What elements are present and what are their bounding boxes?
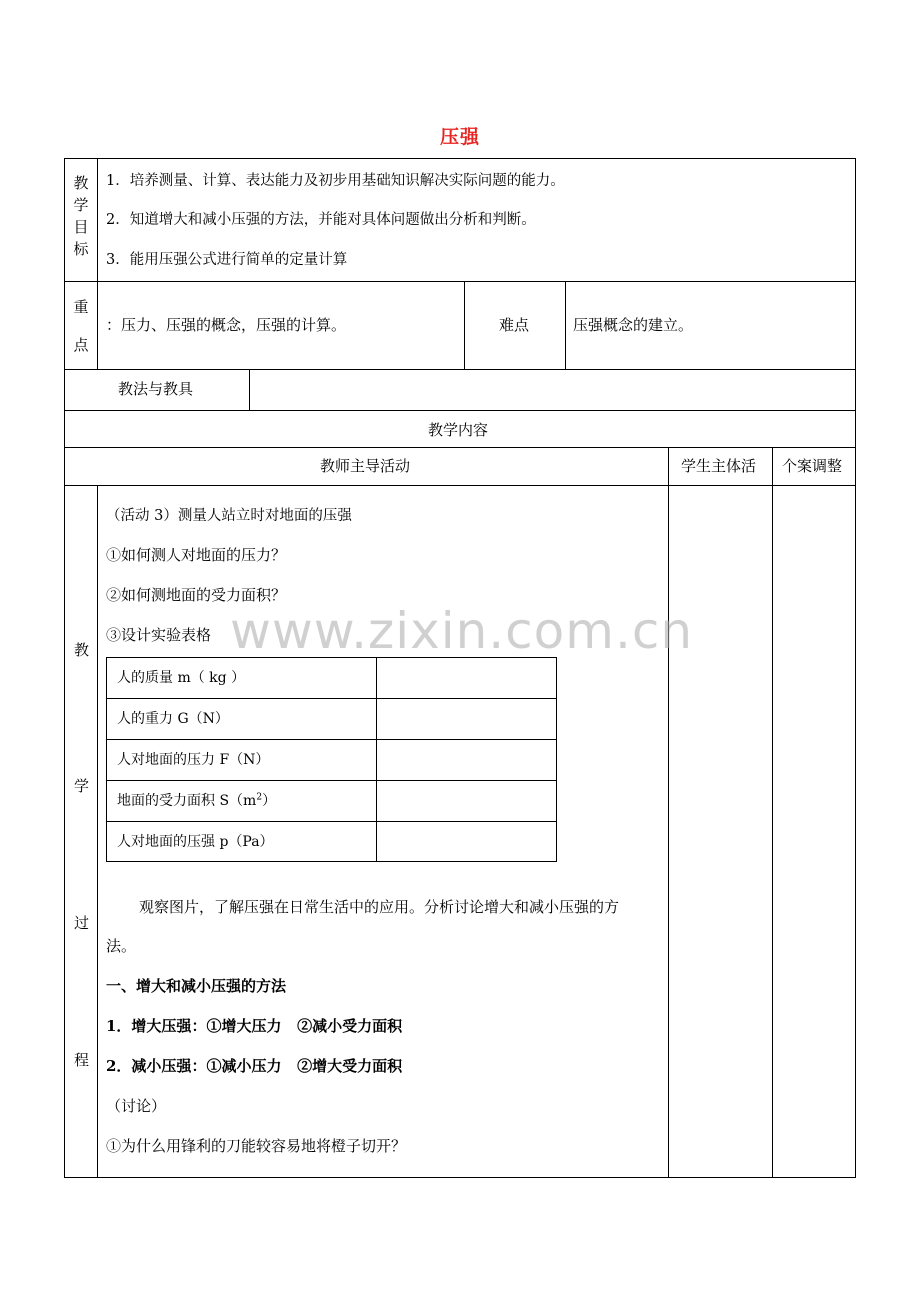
superscript-two: 2 [256, 792, 263, 803]
process-label-char: 教 [74, 641, 90, 659]
section-heading: 一、增大和减小压强的方法 [106, 977, 287, 995]
experiment-table-row [107, 821, 556, 862]
experiment-row-label-suffix: ） [262, 793, 277, 809]
objective-item: 1．培养测量、计算、表达能力及初步用基础知识解决实际问题的能力。 [106, 173, 565, 189]
experiment-row-label [117, 794, 276, 808]
question-item: ③设计实验表格 [106, 626, 212, 644]
row-divider [64, 447, 856, 448]
experiment-row-label: 人的质量 m（ kg ） [117, 670, 246, 686]
experiment-table-row [107, 739, 556, 780]
increase-pressure-methods: 1．增大压强：①增大压力 ②减小受力面积 [106, 1017, 403, 1035]
process-label-char: 过 [74, 914, 90, 932]
process-label-char: 程 [74, 1051, 90, 1069]
key-points-label [65, 300, 97, 353]
experiment-table-row [107, 658, 556, 699]
objectives-label-char: 目 [73, 218, 89, 236]
observe-text-continued: 法。 [106, 937, 137, 955]
question-item: ①如何测人对地面的压力？ [106, 546, 287, 564]
row-divider [64, 485, 856, 486]
decrease-pressure-methods: 2．减小压强：①减小压力 ②增大受力面积 [106, 1057, 403, 1075]
col-divider [668, 447, 669, 1178]
experiment-row-label: 人对地面的压强 p（Pa） [117, 834, 274, 850]
col-divider [97, 158, 98, 369]
observe-text: 观察图片，了解压强在日常生活中的应用。分析讨论增大和减小压强的方 [139, 898, 620, 916]
experiment-table [106, 657, 557, 862]
experiment-row-label: 人对地面的压力 F（N） [117, 752, 270, 768]
row-divider [64, 281, 856, 282]
experiment-row-label-prefix: 地面的受力面积 S（m [117, 793, 257, 809]
discussion-question: ①为什么用锋利的刀能较容易地将橙子切开？ [106, 1137, 407, 1155]
experiment-table-row [107, 698, 556, 739]
experiment-table-row [107, 780, 556, 821]
discussion-label: （讨论） [106, 1097, 167, 1115]
objectives-label-char: 学 [73, 196, 89, 214]
experiment-row-label: 人的重力 G（N） [117, 711, 229, 727]
activity-title: （活动 3）测量人站立时对地面的压强 [106, 508, 352, 524]
teacher-column-header: 教师主导活动 [320, 457, 411, 475]
col-divider [249, 369, 250, 410]
col-divider [565, 281, 566, 369]
watermark: www.zixin.com.cn [230, 602, 694, 660]
key-points-text: ：压力、压强的概念，压强的计算。 [106, 316, 347, 334]
objectives-label [65, 176, 97, 264]
adjust-column-header: 个案调整 [782, 457, 843, 475]
col-divider [97, 485, 98, 1178]
content-header: 教学内容 [428, 421, 489, 439]
difficulty-label: 难点 [499, 316, 530, 334]
objectives-label-char: 标 [73, 240, 89, 258]
difficulty-text: 压强概念的建立。 [573, 316, 694, 334]
row-divider [64, 369, 856, 370]
process-label-char: 学 [74, 777, 90, 795]
objective-item: 2．知道增大和减小压强的方法，并能对具体问题做出分析和判断。 [106, 212, 536, 228]
col-divider [772, 447, 773, 1178]
methods-label: 教法与教具 [118, 380, 194, 398]
page-title: 压强 [439, 126, 480, 148]
row-divider [64, 410, 856, 411]
objectives-label-char: 教 [73, 174, 89, 192]
key-points-label-char: 重 [73, 298, 89, 316]
question-item: ②如何测地面的受力面积？ [106, 586, 287, 604]
student-column-header: 学生主体活 [681, 457, 757, 475]
key-points-label-char: 点 [73, 336, 89, 354]
col-divider [464, 281, 465, 369]
objective-item: 3．能用压强公式进行简单的定量计算 [106, 252, 348, 268]
